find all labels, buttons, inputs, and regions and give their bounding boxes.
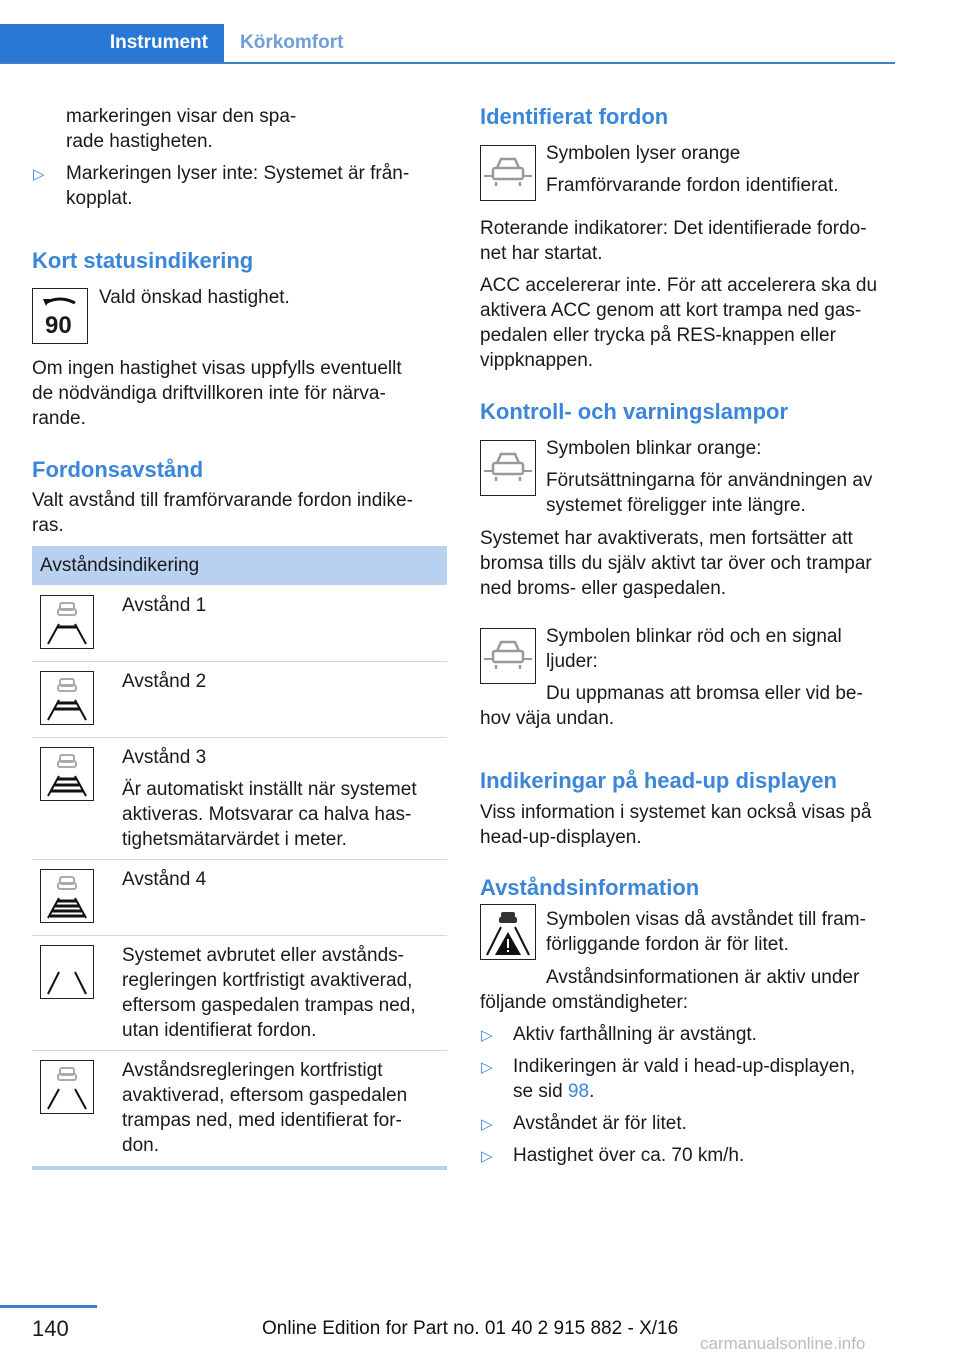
distance-4-icon (40, 869, 94, 923)
watermark: carmanualsonline.info (700, 1334, 866, 1353)
distance-control-deactivated-icon (40, 1060, 94, 1114)
heading-head-up-display: Indikeringar på head-up displayen (480, 768, 837, 793)
continued-text-line1: markeringen visar den spa‐ (66, 106, 297, 127)
avst-line2: förliggande fordon är för litet. (546, 934, 789, 955)
vehicle-warning-icon (480, 440, 536, 496)
paragraph-line: net har startat. (480, 243, 603, 264)
bullet-text: Indikeringen är vald i head-up-displayen, (513, 1056, 856, 1077)
page-number: 140 (32, 1316, 69, 1341)
vehicle-detected-icon (480, 145, 536, 201)
row-text: Avstånd 1 (122, 595, 207, 616)
row-text: Systemet avbrutet eller avstånds‐ (122, 945, 404, 966)
page-reference-link[interactable]: 98 (567, 1081, 590, 1102)
avst-line1: Symbolen visas då avståndet till fram‐ (546, 909, 866, 930)
row-divider (32, 1050, 447, 1051)
table-bottom-rule (32, 1166, 447, 1170)
bullet-marker-icon: ▷ (481, 1148, 493, 1165)
heading-kontroll-varningslampor: Kontroll- och varningslampor (480, 399, 789, 424)
red-line3: Du uppmanas att bromsa eller vid be‐ (546, 683, 863, 704)
paragraph-line: aktivera ACC genom att kort trampa ned gas‐ (480, 300, 862, 321)
row-divider (32, 661, 447, 662)
ident-line2: Framförvarande fordon identifierat. (546, 175, 839, 196)
paragraph-line: de nödvändiga driftvillkoren inte för närva‐ (32, 383, 386, 404)
row-text: utan identifierat fordon. (122, 1020, 317, 1041)
bullet-text (513, 1079, 594, 1104)
row-text: Avstånd 4 (122, 869, 207, 890)
paragraph-line: Roterande indikatorer: Det identifierade fordo‐ (480, 218, 867, 239)
paragraph-line: pedalen eller trycka på RES-knappen eller (480, 325, 836, 346)
bullet-text-line1: Markeringen lyser inte: Systemet är från‐ (66, 163, 410, 184)
distance-warning-icon (480, 904, 536, 960)
tab-instrument[interactable]: Instrument (0, 24, 224, 62)
distance-2-icon (40, 671, 94, 725)
bullet-text-prefix: se sid (513, 1081, 568, 1102)
vehicle-red-warning-icon (480, 628, 536, 684)
row-text: Avståndsregleringen kortfristigt (122, 1060, 383, 1081)
row-divider (32, 737, 447, 738)
continued-text-line2: rade hastigheten. (66, 131, 213, 152)
kontroll-line3: systemet föreligger inte längre. (546, 495, 806, 516)
table-header: Avståndsindikering (32, 546, 447, 585)
bullet-marker-icon: ▷ (481, 1027, 493, 1044)
row-text: Är automatiskt inställt när systemet (122, 779, 417, 800)
paragraph-line: bromsa tills du själv aktivt tar över och trampar (480, 553, 872, 574)
row-text: tighetsmätarvärdet i meter. (122, 829, 347, 850)
tab-korkomfort[interactable]: Körkomfort (240, 32, 344, 53)
bullet-marker-icon: ▷ (481, 1059, 493, 1076)
paragraph-line: ACC accelererar inte. För att accelerera ska du (480, 275, 878, 296)
avst-line4: följande omständigheter: (480, 992, 689, 1013)
bullet-text-suffix: . (589, 1081, 595, 1102)
system-interrupted-icon (40, 945, 94, 999)
footer-rule (0, 1305, 97, 1308)
row-text: Avstånd 2 (122, 671, 207, 692)
speed-indicator-icon (32, 288, 88, 344)
kort-status-text: Vald önskad hastighet. (99, 287, 290, 308)
heading-identifierat-fordon: Identifierat fordon (480, 104, 669, 129)
bullet-marker-icon: ▷ (33, 166, 45, 183)
edition-text: Online Edition for Part no. 01 40 2 915 882 - X/16 (262, 1318, 679, 1339)
paragraph-line: vippknappen. (480, 350, 594, 371)
row-text: avaktiverad, eftersom gaspedalen (122, 1085, 408, 1106)
bullet-text: Aktiv farthållning är avstängt. (513, 1024, 757, 1045)
kontroll-line2: Förutsättningarna för användningen av (546, 470, 873, 491)
paragraph-line: Valt avstånd till framförvarande fordon indike‐ (32, 490, 413, 511)
row-divider (32, 859, 447, 860)
heading-kort-statusindikering: Kort statusindikering (32, 248, 254, 273)
heading-fordonsavstand: Fordonsavstånd (32, 457, 204, 482)
row-text: regleringen kortfristigt avaktiverad, (122, 970, 413, 991)
paragraph-line: Om ingen hastighet visas uppfylls eventuellt (32, 358, 402, 379)
bullet-text-line2: kopplat. (66, 188, 133, 209)
bullet-text: Hastighet över ca. 70 km/h. (513, 1145, 745, 1166)
paragraph-line: ned broms- eller gaspedalen. (480, 578, 727, 599)
paragraph-line: Systemet har avaktiverats, men fortsätter att (480, 528, 853, 549)
ident-line1: Symbolen lyser orange (546, 143, 741, 164)
speed-value: 90 (45, 312, 72, 339)
kontroll-line1: Symbolen blinkar orange: (546, 438, 762, 459)
paragraph-line: Viss information i systemet kan också visas på (480, 802, 872, 823)
paragraph-line: rande. (32, 408, 86, 429)
red-line1: Symbolen blinkar röd och en signal (546, 626, 842, 647)
paragraph-line: ras. (32, 515, 64, 536)
paragraph-line: head-up-displayen. (480, 827, 642, 848)
heading-avstandsinformation: Avståndsinformation (480, 875, 700, 900)
row-text: aktiveras. Motsvarar ca halva has‐ (122, 804, 412, 825)
avst-line3: Avståndsinformationen är aktiv under (546, 967, 860, 988)
red-line2: ljuder: (546, 651, 598, 672)
row-text: don. (122, 1135, 159, 1156)
bullet-text: Avståndet är för litet. (513, 1113, 687, 1134)
red-line4: hov väja undan. (480, 708, 615, 729)
row-text: eftersom gaspedalen trampas ned, (122, 995, 416, 1016)
distance-1-icon (40, 595, 94, 649)
row-text: trampas ned, med identifierat for‐ (122, 1110, 402, 1131)
row-text: Avstånd 3 (122, 747, 207, 768)
row-divider (32, 935, 447, 936)
distance-3-icon (40, 747, 94, 801)
bullet-marker-icon: ▷ (481, 1116, 493, 1133)
